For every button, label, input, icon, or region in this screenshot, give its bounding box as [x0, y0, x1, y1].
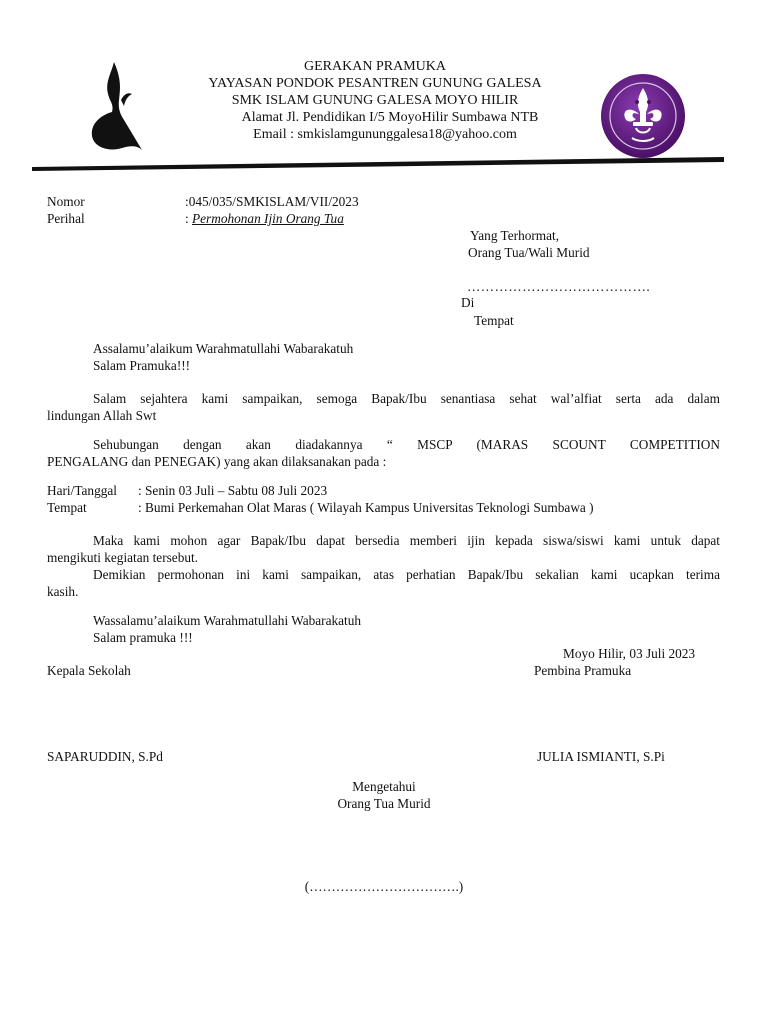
perihal-label: Perihal: [47, 211, 85, 226]
paragraph-4-line-1: Demikian permohonan ini kami sampaikan, atas perhatian Bapak/Ibu sekalian kami ucapkan terima: [93, 567, 720, 582]
recipient-di: Di: [461, 295, 475, 310]
nomor-value: :045/035/SMKISLAM/VII/2023: [185, 194, 359, 209]
paragraph-2-line-1: Sehubungan dengan akan diadakannya “ MSCP (MARAS SCOUNT COMPETITION: [93, 437, 720, 452]
org-name: GERAKAN PRAMUKA: [304, 59, 446, 74]
foundation-name: YAYASAN PONDOK PESANTREN GUNUNG GALESA: [208, 76, 542, 91]
recipient-name: Orang Tua/Wali Murid: [468, 245, 590, 260]
place-date: Moyo Hilir, 03 Juli 2023: [563, 646, 696, 661]
paragraph-1-line-2: lindungan Allah Swt: [47, 408, 157, 423]
perihal-colon: :: [185, 211, 193, 226]
nomor-label: Nomor: [47, 194, 85, 209]
paragraph-3-line-2: mengikuti kegiatan tersebut.: [47, 550, 199, 565]
paragraph-1-line-1: Salam sejahtera kami sampaikan, semoga Bapak/Ibu senantiasa sehat wal’alfiat serta ada dalam: [93, 391, 720, 406]
paragraph-3-line-1: Maka kami mohon agar Bapak/Ibu dapat bersedia memberi ijin kepada siswa/siswi kami untuk dapat: [93, 533, 720, 548]
right-signer-title: Pembina Pramuka: [534, 663, 632, 678]
perihal-value: Permohonan Ijin Orang Tua: [192, 211, 344, 226]
left-signer-title: Kepala Sekolah: [47, 663, 131, 678]
greeting-arabic: Assalamu’alaikum Warahmatullahi Wabarakatuh: [93, 341, 354, 356]
acknowledgement-title: Orang Tua Murid: [337, 796, 431, 811]
place-label: Tempat: [47, 500, 87, 515]
right-signer-name: JULIA ISMIANTI, S.Pi: [537, 749, 665, 764]
parent-signature-blank: (…………………………….): [304, 879, 464, 894]
closing-arabic: Wassalamu’alaikum Warahmatullahi Wabarakatuh: [93, 613, 362, 628]
school-email: Email : smkislamgununggalesa18@yahoo.com: [253, 127, 517, 142]
recipient-salutation: Yang Terhormat,: [470, 228, 560, 243]
letterhead-divider: [32, 155, 726, 173]
closing-pramuka: Salam pramuka !!!: [93, 630, 193, 645]
recipient-dots: ………………………………….: [467, 279, 651, 294]
place-value: : Bumi Perkemahan Olat Maras ( Wilayah Kampus Universitas Teknologi Sumbawa ): [138, 500, 594, 515]
perihal-line: [185, 210, 344, 227]
tunas-kelapa-icon: [84, 60, 144, 156]
wosm-fleur-de-lis-icon: [598, 72, 688, 160]
school-address: Alamat Jl. Pendidikan I/5 MoyoHilir Sumbawa NTB: [241, 110, 539, 125]
acknowledgement-label: Mengetahui: [352, 779, 416, 794]
date-label: Hari/Tanggal: [47, 483, 117, 498]
date-value: : Senin 03 Juli – Sabtu 08 Juli 2023: [138, 483, 328, 498]
paragraph-4-line-2: kasih.: [47, 584, 79, 599]
recipient-tempat: Tempat: [474, 313, 514, 328]
paragraph-2-line-2: PENGALANG dan PENEGAK) yang akan dilaksanakan pada :: [47, 454, 387, 469]
greeting-pramuka: Salam Pramuka!!!: [93, 358, 191, 373]
school-name: SMK ISLAM GUNUNG GALESA MOYO HILIR: [231, 93, 519, 108]
left-signer-name: SAPARUDDIN, S.Pd: [47, 749, 163, 764]
